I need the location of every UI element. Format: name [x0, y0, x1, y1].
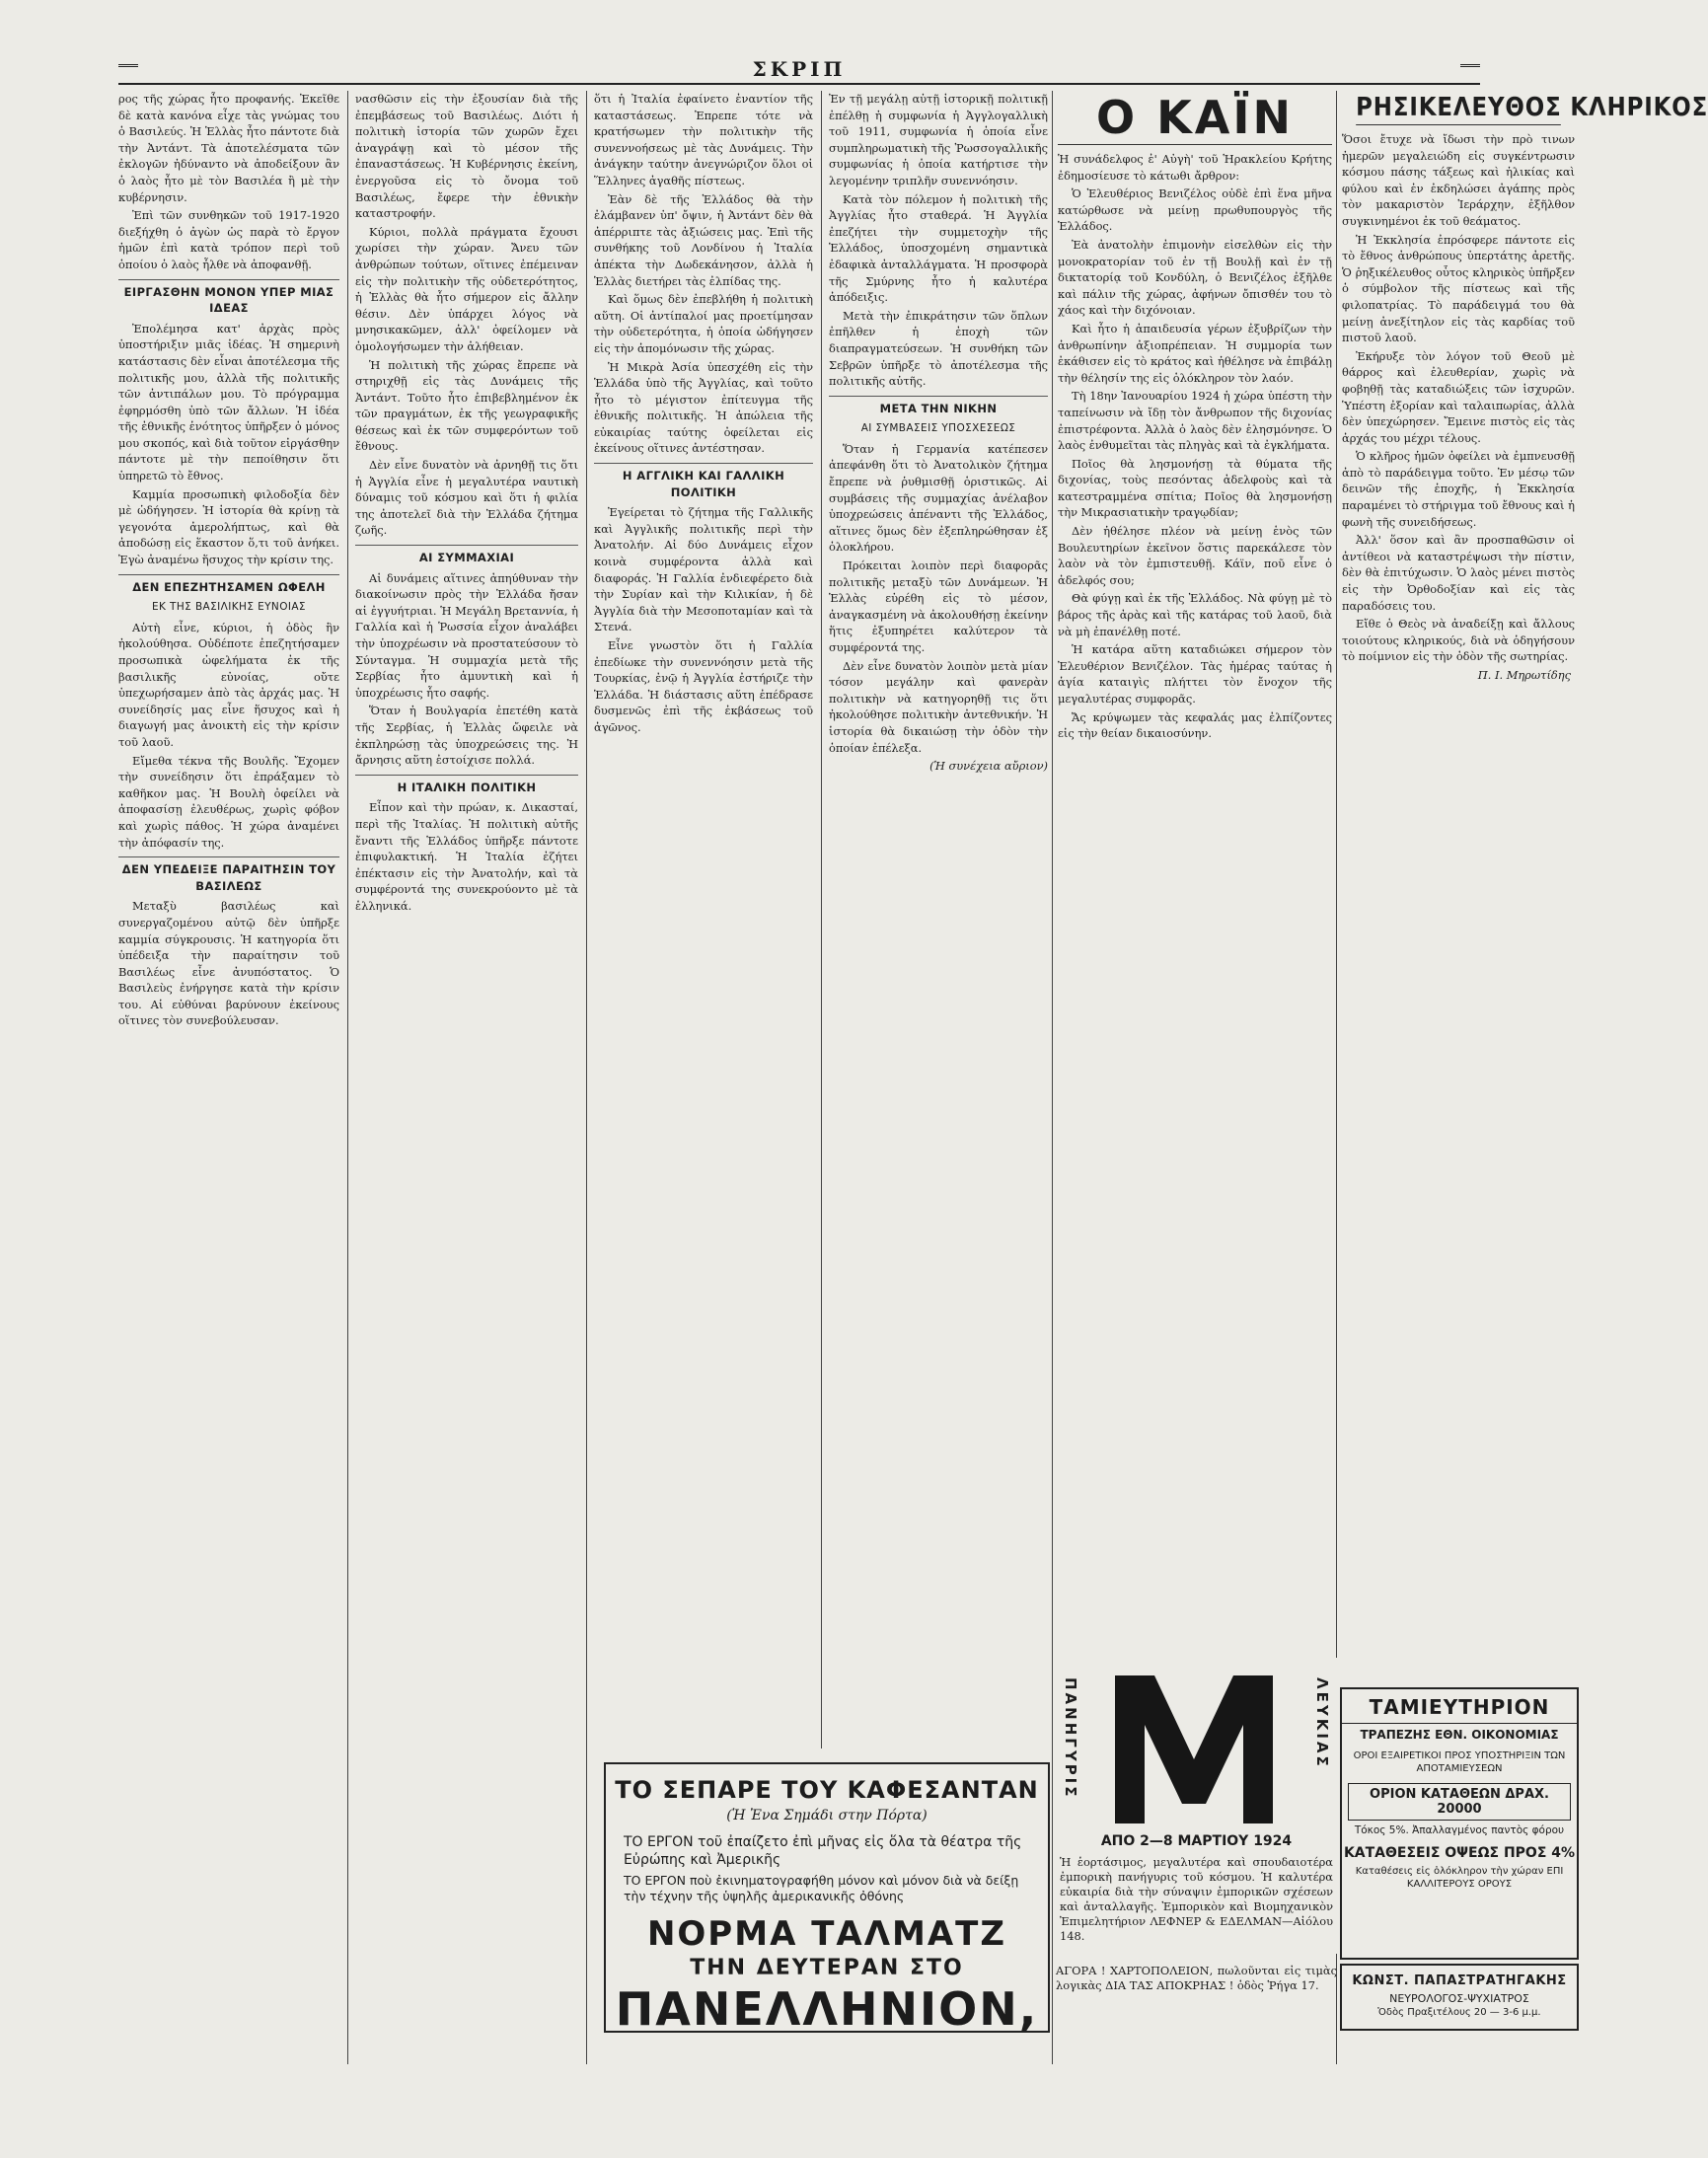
col6-paragraph-5: Ἀλλ' ὅσον καὶ ἂν προσπαθῶσιν οἱ ἀντίθεοι νὰ καταστρέψωσι τὴν πίστιν, δὲν θὰ ἐπιτύχωσιν. Ὁ λαὸς μένει πιστὸς εἰς τὴν Ὀρθοδοξίαν καὶ εἰς τὰς παραδόσεις του. [1342, 533, 1575, 613]
column-3 [594, 91, 813, 1749]
col2-paragraph-3: Ἡ πολιτικὴ τῆς χώρας ἔπρεπε νὰ στηριχθῇ εἰς τὰς Δυνάμεις τῆς Ἀντάντ. Τοῦτο ἦτο ἐπιβεβλημένον ἐκ τῶν πραγμάτων, ἐκ τῆς γεωγραφικῆς θέσεως καὶ ἐκ τῶν συμφερόντων τοῦ ἔθνους. [355, 357, 578, 454]
col6-paragraph-4: Ὁ κλῆρος ἡμῶν ὀφείλει νὰ ἐμπνευσθῇ ἀπὸ τὸ παράδειγμα τοῦτο. Ἐν μέσῳ τῶν δεινῶν τῆς ἐποχῆς, ἡ Ἐκκλησία παραμένει τὸ στήριγμα τοῦ ἔθνους καὶ ἡ φωνὴ τῆς συνειδήσεως. [1342, 449, 1575, 529]
column-divider [586, 91, 587, 2064]
col1-paragraph-1: ρος τῆς χώρας ἦτο προφανής. Ἐκεῖθε δὲ κατὰ κανόνα εἶχε τὰς γνώμας του ὁ Βασιλεύς. Ἡ Ἑλλὰς ἦτο πάντοτε διὰ τὴν Ἀντάντ. Τὰ ἀποτελέσματα τῶν ἐκλογῶν ἠδύναντο νὰ ἀποδείξουν ἂν ὁ λαὸς ἦτο μὲ τὸν Βασιλέα ἢ μὲ τὴν κυβέρνησιν. [118, 92, 339, 204]
col2-paragraph-2: Κύριοι, πολλὰ πράγματα ἔχουσι χωρίσει τὴν χώραν. Ἄνευ τῶν ἀνθρώπων τούτων, οἵτινες ἐπέμειναν εἰς τὴν πολιτικὴν τῆς οὐδετερότητος, ἡ Ἑλλὰς θὰ ἦτο σήμερον εἰς ἄλλην θέσιν. Δὲν ὑπάρχει λόγος νὰ μνησικακῶμεν, ἀλλ' ὀφείλομεν νὰ ὁμολογήσωμεν τὴν ἀλήθειαν. [355, 224, 578, 353]
advertisement-savings-bank [1340, 1687, 1579, 1960]
advertisement-doctor [1340, 1964, 1579, 2031]
col6-paragraph-2: Ἡ Ἐκκλησία ἐπρόσφερε πάντοτε εἰς τὸ ἔθνος ἀνθρώπους ὑπερτάτης ἀρετῆς. Ὁ ῥηξικέλευθος οὗτος κληρικὸς ὑπῆρξεν ὁ σύμβολον τῆς πίστεως καὶ τῆς φιλοπατρίας. Τὸ παράδειγμά του θὰ μείνῃ ἀνεξίτηλον εἰς τὰς καρδίας τοῦ πιστοῦ λαοῦ. [1342, 232, 1575, 345]
ad-fair-logo-m [1095, 1666, 1293, 1828]
ad-bank-limit: ΟΡΙΟΝ ΚΑΤΑΘΕΩΝ ΔΡΑΧ. 20000 [1348, 1783, 1571, 1821]
column-4 [829, 91, 1048, 1749]
col1-paragraph-6: Εἴμεθα τέκνα τῆς Βουλῆς. Ἔχομεν τὴν συνείδησιν ὅτι ἐπράξαμεν τὸ καθῆκον μας. Ἡ Βουλὴ ὀφείλει νὰ ἀποφασίσῃ ἐλευθέρως, χωρὶς φόβον καὶ χωρὶς πάθος. Ἡ χώρα ἀναμένει τὴν ἀπόφασίν της. [118, 753, 339, 850]
col6-paragraph-6: Εἴθε ὁ Θεὸς νὰ ἀναδείξῃ καὶ ἄλλους τοιούτους κληρικούς, διὰ νὰ ὁδηγήσουν τὸ ποίμνιον εἰς τὴν ὁδὸν τῆς σωτηρίας. [1342, 617, 1575, 664]
col3-paragraph-3: Καὶ ὅμως δὲν ἐπεβλήθη ἡ πολιτικὴ αὕτη. Οἱ ἀντίπαλοί μας προετίμησαν τὴν οὐδετερότητα, ἡ ὁποία ὡδήγησεν εἰς τὴν ἀπομόνωσιν τῆς χώρας. [594, 292, 813, 355]
ad-bank-subtitle: ΤΡΑΠΕΖΗΣ ΕΘΝ. ΟΙΚΟΝΟΜΙΑΣ [1360, 1728, 1559, 1742]
col1-heading-1: ΕΙΡΓΑΣΘΗΝ ΜΟΝΟΝ ΥΠΕΡ ΜΙΑΣ ΙΔΕΑΣ [118, 279, 339, 317]
col1-heading-2: ΔΕΝ ΕΠΕΖΗΤΗΣΑΜΕΝ ΩΦΕΛΗ [118, 574, 339, 596]
advertisement-cinema [604, 1762, 1050, 2036]
col2-paragraph-5: Αἱ δυνάμεις αἵτινες ἀπηύθυναν τὴν διακοίνωσιν πρὸς τὴν Ἑλλάδα ἤσαν αἱ ἐγγυήτριαι. Ἡ Μεγάλη Βρεταννία, ἡ Γαλλία καὶ ἡ Ῥωσσία εἶχον ἀναλάβει τὴν ὑποχρέωσιν νὰ προστατεύσουν τὸ Σύνταγμα. Ἡ συμμαχία μετὰ τῆς Σερβίας ἦτο ἀμυντικὴ καὶ ἡ ὑποχρέωσις ἦτο σαφής. [355, 570, 578, 700]
col4-heading-1: ΜΕΤΑ ΤΗΝ ΝΙΚΗΝ [829, 396, 1048, 417]
col5-paragraph-9: Ἡ κατάρα αὕτη καταδιώκει σήμερον τὸν Ἐλευθέριον Βενιζέλον. Τὰς ἡμέρας ταύτας ἡ ἁγία καταιγὶς πλήττει τὸν ἔνοχον τῆς μεγαλυτέρας συμφορᾶς. [1058, 642, 1332, 706]
col4-paragraph-2: Κατὰ τὸν πόλεμον ἡ πολιτικὴ τῆς Ἀγγλίας ἦτο σταθερά. Ἡ Ἀγγλία ἐπεζήτει τὴν συμμετοχὴν τῆς Ἑλλάδος, ὑποσχομένη σημαντικὰ ἐδαφικὰ ἀνταλλάγματα. Ἡ προσφορὰ τῆς Σμύρνης ἦτο ἡ καλυτέρα ἀπόδειξις. [829, 191, 1048, 305]
col3-paragraph-2: Ἐὰν δὲ τῆς Ἑλλάδος θὰ τὴν ἐλάμβανεν ὑπ' ὄψιν, ἡ Ἀντάντ δὲν θὰ ἀπέρριπτε τὰς ἀξιώσεις μας. Ἐπὶ τῆς συνθήκης τοῦ Λονδίνου ἡ Ἰταλία ἀπέκτα τὴν Δωδεκάνησον, ἀλλὰ ἡ Ἑλλὰς διετήρει τὰς ἐλπίδας της. [594, 191, 813, 288]
col4-paragraph-1: Ἐν τῇ μεγάλῃ αὐτῇ ἱστορικῇ πολιτικῇ ἐπέλθῃ ἡ συμφωνία ἡ Ἀγγλογαλλικὴ τοῦ 1911, συμφωνία ἡ ὁποία εἶνε συμπληρωματικὴ τῆς Ῥωσσογαλλικῆς συμφωνίας ἡ ὁποία κατήρτισε τὴν λεγομένην τριπλῆν συνεννόησιν. [829, 92, 1048, 187]
ad-cinema-star: ΝΟΡΜΑ ΤΑΛΜΑΤΖ [646, 1914, 1007, 1954]
col4-heading-1-sub: ΑΙ ΣΥΜΒΑΣΕΙΣ ΥΠΟΣΧΕΣΕΩΣ [860, 422, 1016, 435]
col5-paragraph-8: Θὰ φύγῃ καὶ ἐκ τῆς Ἑλλάδος. Νὰ φύγῃ μὲ τὸ βάρος τῆς ἀρὰς καὶ τῆς κατάρας τοῦ λαοῦ, διὰ νὰ μὴ ἐπανέλθῃ ποτέ. [1058, 591, 1332, 638]
ad-cinema-venue: ΠΑΝΕΛΛΗΝΙΟΝ, [615, 1982, 1039, 2036]
ad-bank-title: ΤΑΜΙΕΥΤΗΡΙΟΝ [1342, 1695, 1577, 1724]
col3-paragraph-1: ὅτι ἡ Ἰταλία ἐφαίνετο ἐναντίον τῆς καταστάσεως. Ἐπρεπε τότε νὰ κρατήσωμεν τὴν πολιτικὴν τῆς συνεννοήσεως μὲ τὰς Δυνάμεις. Τὴν ἀνάγκην ταύτην ἀνεγνώριζον ὅλοι οἱ Ἕλληνες ἀγαθῆς πίστεως. [594, 92, 813, 187]
col5-title: Ο ΚΑΪΝ [1058, 91, 1332, 145]
col4-paragraph-3: Μετὰ τὴν ἐπικράτησιν τῶν ὅπλων ἐπῆλθεν ἡ ἐποχὴ τῶν διαπραγματεύσεων. Ἡ συνθήκη τῶν Σεβρῶν ὑπῆρξε τὸ ἀποτέλεσμα τῆς πολιτικῆς αὐτῆς. [829, 308, 1048, 389]
ad-fair-left-word: ΠΑΝΗΓΥΡΙΣ [1062, 1677, 1079, 1800]
ad-bank-footer: Καταθέσεις εἰς ὁλόκληρον τὴν χώραν ΕΠΙ ΚΑΛΛΙΤΕΡΟΥΣ ΟΡΟΥΣ [1355, 1866, 1564, 1890]
masthead [118, 57, 1480, 79]
col6-paragraph-3: Ἐκήρυξε τὸν λόγον τοῦ Θεοῦ μὲ θάρρος καὶ ἐλευθερίαν, χωρὶς νὰ φοβηθῇ τὰς καταδιώξεις τῶν ἰσχυρῶν. Ὑπέστη ἐξορίαν καὶ ταλαιπωρίας, ἀλλὰ δὲν ὑπεχώρησεν. Ἔμεινε πιστὸς εἰς τὰς ἀρχάς του μέχρι τέλους. [1342, 348, 1575, 445]
col3-heading-1: Η ΑΓΓΛΙΚΗ ΚΑΙ ΓΑΛΛΙΚΗ ΠΟΛΙΤΙΚΗ [594, 463, 813, 500]
col2-paragraph-7: Εἶπον καὶ τὴν πρώαν, κ. Δικασταί, περὶ τῆς Ἰταλίας. Ἡ πολιτικὴ αὐτῆς ἔναντι τῆς Ἑλλάδος ὑπῆρξε πάντοτε ἐπιφυλακτική. Ἡ Ἰταλία ἐζήτει ἐπέκτασιν εἰς τὴν Ἀνατολήν, καὶ τὰ συμφέροντά της συνεκρούοντο μὲ τὰ ἑλληνικά. [355, 800, 578, 913]
column-1 [118, 91, 339, 2054]
ad-bank-interest: Τόκος 5%. Ἀπαλλαγμένος παντὸς φόρου [1354, 1824, 1565, 1836]
col5-paragraph-6: Ποῖος θὰ λησμονήσῃ τὰ θύματα τῆς διχονίας, τοὺς πεσόντας ἀδελφοὺς καὶ τὰ κατεστραμμένα σπίτια; Ποῖος θὰ λησμονήσῃ τὴν Μικρασιατικὴν τραγῳδίαν; [1058, 456, 1332, 520]
ad-fair-dates: ΑΠΟ 2—8 ΜΑΡΤΙΟΥ 1924 [1100, 1833, 1293, 1849]
column-2 [355, 91, 578, 2054]
col2-heading-2: Η ΙΤΑΛΙΚΗ ΠΟΛΙΤΙΚΗ [355, 775, 578, 796]
col6-paragraph-1: Ὅσοι ἔτυχε νὰ ἴδωσι τὴν πρὸ τινων ἡμερῶν μεγαλειώδη εἰς συγκέντρωσιν κόσμου πάσης τάξεως καὶ ἡλικίας καὶ φύλου καὶ ἐν ἐκδηλώσει ἀγάπης πρὸς τὸν μακαριστὸν Ἱεράρχην, ἐξῆλθον συγκινημένοι ἐκ τοῦ θεάματος. [1342, 132, 1575, 228]
col3-paragraph-6: Εἶνε γνωστὸν ὅτι ἡ Γαλλία ἐπεδίωκε τὴν συνεννόησιν μετὰ τῆς Τουρκίας, ἐνῷ ἡ Ἀγγλία ἐστήριζε τὴν Ἑλλάδα. Ἡ διάστασις αὕτη ἐπέδρασε δυσμενῶς ἐπὶ τῆς ἐκβάσεως τοῦ ἀγῶνος. [594, 638, 813, 734]
col5-paragraph-7: Δὲν ἠθέλησε πλέον νὰ μείνῃ ἑνὸς τῶν Βουλευτηρίων ἐκεῖνον ὅστις παρεκάλεσε τὸν λαὸν νὰ τὸν ἐμπιστευθῇ. Κάϊν, ποῦ εἶνε ὁ ἀδελφός σου; [1058, 524, 1332, 587]
col1-paragraph-4: Καμμία προσωπικὴ φιλοδοξία δὲν μὲ ὡδήγησεν. Ἡ ἱστορία θὰ κρίνῃ τὰ γεγονότα ἀμερολήπτως, καὶ θὰ ἀποδώσῃ εἰς ἕκαστον ὅ,τι τοῦ ἀνήκει. Ἐγὼ ἀναμένω ἥσυχος τὴν κρίσιν της. [118, 486, 339, 567]
col5-paragraph-5: Τὴ 18ην Ἰανουαρίου 1924 ἡ χώρα ὑπέστη τὴν ταπείνωσιν νὰ ἴδῃ τὸν ἄνθρωπον τῆς διχονίας ἐπιστρέφοντα. Ἀλλὰ ὁ λαὸς δὲν ἐλησμόνησε. Ὁ λαὸς ἐνθυμεῖται τὰς πληγὰς καὶ τὰ ἐγκλήματα. [1058, 389, 1332, 453]
column-divider [347, 91, 348, 2064]
column-divider [821, 91, 822, 1749]
col6-signature: Π. Ι. Μηρωτίδης [1477, 668, 1571, 682]
col3-paragraph-4: Ἡ Μικρὰ Ἀσία ὑπεσχέθη εἰς τὴν Ἑλλάδα ὑπὸ τῆς Ἀγγλίας, καὶ τοῦτο ἦτο τὸ μέγιστον ἐπίτευγμα τῆς ἐθνικῆς πολιτικῆς. Ἡ ἀπώλεια τῆς εὐκαιρίας ταύτης ὀφείλεται εἰς ἐκείνους οἵτινες ἀντέστησαν. [594, 359, 813, 456]
col4-paragraph-6: Δὲν εἶνε δυνατὸν λοιπὸν μετὰ μίαν τόσον μεγάλην καὶ φανερὰν πολιτικὴν νὰ κατηγορηθῇ τις ὅτι ἠκολούθησε πολιτικὴν ἀντεθνικήν. Ἡ ἱστορία θὰ δικαιώσῃ τὴν ὁδὸν τὴν ὁποίαν ἐπέλεξα. [829, 658, 1048, 755]
column-6 [1342, 91, 1708, 1670]
advertisement-fair [1056, 1658, 1337, 1954]
col3-paragraph-5: Ἐγείρεται τὸ ζήτημα τῆς Γαλλικῆς καὶ Ἀγγλικῆς πολιτικῆς περὶ τὴν Ἀνατολήν. Αἱ δύο Δυνάμεις εἶχον κοινὰ συμφέροντα ἀλλὰ καὶ διαφοράς. Ἡ Γαλλία ἐνδιεφέρετο διὰ τὴν Συρίαν καὶ τὴν Κιλικίαν, ἡ δὲ Ἀγγλία διὰ τὴν Μεσοποταμίαν καὶ τὰ Στενά. [594, 505, 813, 634]
col5-paragraph-3: Ἐὰ ἀνατολὴν ἐπιμονὴν εἰσελθὼν εἰς τὴν μονοκρατορίαν τοῦ ἐν τῇ Βουλῇ καὶ ἐν τῇ δικτατορίᾳ τοῦ Κονδύλη, ὁ Βενιζέλος ἐξῆλθε καὶ πάλιν τῆς χώρας, ἀφήνων ὄπισθέν του τὸ χάος καὶ τὴν διχόνοιαν. [1058, 237, 1332, 318]
col5-paragraph-4: Καὶ ἦτο ἡ ἀπαιδευσία γέρων ἐξυβρίζων τὴν ἀνθρωπίνην ἀξιοπρέπειαν. Ἡ συμμορία των ἐκάθισεν εἰς τὸ κράτος καὶ ἠθέλησε νὰ ἐπιβάλῃ τὴν θέλησίν της εἰς ὁλόκληρον τὸν λαόν. [1058, 321, 1332, 385]
masthead-ornament-right [1460, 64, 1480, 77]
ad-bank-terms: ΟΡΟΙ ΕΞΑΙΡΕΤΙΚΟΙ ΠΡΟΣ ΥΠΟΣΤΗΡΙΞΙΝ ΤΩΝ ΑΠΟΤΑΜΙΕΥΣΕΩΝ [1353, 1750, 1566, 1774]
col5-paragraph-10: Ἄς κρύψωμεν τὰς κεφαλάς μας ἐλπίζοντες εἰς τὴν θείαν δικαιοσύνην. [1058, 709, 1332, 741]
ad-fair-body: Ἡ ἑορτάσιμος, μεγαλυτέρα καὶ σπουδαιοτέρα ἐμπορικὴ πανήγυρις τοῦ κόσμου. Ἡ καλυτέρα εὐκαιρία διὰ τὴν σύναψιν ἐμπορικῶν σχέσεων καὶ ἀνταλλαγῆς. Ἐμπορικὸν καὶ Βιομηχανικὸν Ἐπιμελητήριον ΛΕΦΝΕΡ & ΕΔΕΛΜΑΝ—Αἰόλου 148. [1060, 1855, 1333, 1943]
ad-fair-right-word: ΛΕΥΚΙΑΣ [1313, 1677, 1331, 1769]
col1-paragraph-3: Ἐπολέμησα κατ' ἀρχὰς πρὸς ὑποστήριξιν μιᾶς ἰδέας. Ἡ σημερινὴ κατάστασις δὲν εἶναι ἀποτέλεσμα τῆς πολιτικῆς μου, ἀλλὰ τῆς πολιτικῆς τῶν ἀντιπάλων μου. Τὸ πρόγραμμα ἐφηρμόσθη ὑπὸ τῶν ἄλλων. Ἡ ἰδέα τῆς ἐθνικῆς ἑνότητος ὑπῆρξεν ὁ μόνος μου σκοπός, καὶ διὰ τοῦτον εἰργάσθην πάντοτε μὲ τὴν πεποίθησιν ὅτι ὑπηρετῶ τὸ ἔθνος. [118, 321, 339, 484]
col4-continuation-note: (Ἡ συνέχεια αὔριον) [929, 759, 1048, 774]
ad-bank-sight-deposits: ΚΑΤΑΘΕΣΕΙΣ ΟΨΕΩΣ ΠΡΟΣ 4% [1343, 1845, 1576, 1861]
col4-paragraph-5: Πρόκειται λοιπὸν περὶ διαφορᾶς πολιτικῆς μεταξὺ τῶν Δυνάμεων. Ἡ Ἑλλὰς εὑρέθη εἰς τὸ μέσον, ἀναγκασμένη νὰ ἀκολουθήσῃ ἐκείνην ἥτις ἐξυπηρέτει καλύτερον τὰ συμφέροντά της. [829, 558, 1048, 654]
ad-cinema-when: ΤΗΝ ΔΕΥΤΕΡΑΝ ΣΤΟ [690, 1956, 964, 1980]
col2-paragraph-4: Δὲν εἶνε δυνατὸν νὰ ἀρνηθῇ τις ὅτι ἡ Ἀγγλία εἶνε ἡ μεγαλυτέρα ναυτικὴ δύναμις τοῦ κόσμου καὶ ὅτι ἡ φιλία της ἀποτελεῖ διὰ τὴν Ἑλλάδα ζήτημα ζωῆς. [355, 458, 578, 538]
advertisement-stationery: ΑΓΟΡΑ ! ΧΑΡΤΟΠΟΛΕΙΟΝ, πωλοῦνται εἰς τιμὰς λογικὰς ΔΙΑ ΤΑΣ ΑΠΟΚΡΗΑΣ ! ὁδὸς Ῥήγα 17. [1056, 1964, 1337, 1992]
masthead-title: ΣΚΡΙΠ [752, 57, 847, 81]
masthead-rule [118, 83, 1480, 85]
col2-heading-1: ΑΙ ΣΥΜΜΑΧΙΑΙ [355, 545, 578, 566]
ad-cinema-text-2: ΤΟ ΕΡΓΟΝ ποὺ ἐκινηματογραφήθη μόνον καὶ μόνον διὰ νὰ δείξῃ τὴν τέχνην τῆς ὑψηλῆς ἀμερικανικῆς ὀθόνης [624, 1873, 1019, 1903]
column-5 [1058, 91, 1332, 1650]
ad-doctor-name: ΚΩΝΣΤ. ΠΑΠΑΣΤΡΑΤΗΓΑΚΗΣ [1352, 1973, 1567, 1988]
col1-paragraph-2: Ἐπὶ τῶν συνθηκῶν τοῦ 1917-1920 διεξήχθη ὁ ἀγὼν ὡς παρὰ τὸ ἔργον ἡμῶν ἐπὶ κατὰ τρόπον περὶ τοῦ ὁποίου ὁ λαὸς ἦλθε νὰ ἀποφανθῇ. [118, 208, 339, 271]
col4-paragraph-4: Ὅταν ἡ Γερμανία κατέπεσεν ἀπεφάνθη ὅτι τὸ Ἀνατολικὸν ζήτημα ἔπρεπε νὰ ῥυθμισθῇ ὁριστικῶς. Αἱ συμβάσεις τῆς συμμαχίας ἀνέλαβον ὑποχρεώσεις ἀπέναντι τῆς Ἑλλάδος, αἵτινες ὅμως δὲν ἐξεπληρώθησαν ἐξ ὁλοκλήρου. [829, 441, 1048, 555]
ad-doctor-address: Ὁδὸς Πραξιτέλους 20 — 3-6 μ.μ. [1377, 2007, 1541, 2018]
col2-paragraph-6: Ὅταν ἡ Βουλγαρία ἐπετέθη κατὰ τῆς Σερβίας, ἡ Ἑλλὰς ὤφειλε νὰ ἐκπληρώσῃ τὰς ὑποχρεώσεις της. Ἡ ἄρνησις αὕτη ἐστοίχισε πολλά. [355, 704, 578, 768]
col2-paragraph-1: νασθῶσιν εἰς τὴν ἐξουσίαν διὰ τῆς ἐπεμβάσεως τοῦ Βασιλέως. Διότι ἡ πολιτικὴ ἱστορία τῶν χωρῶν ἔχει ἀναγράψῃ καὶ τὸ μέσον τῆς ἐπαναστάσεως. Ἡ Κυβέρνησις ἐκείνη, ἐνεργοῦσα εἰς τὸ ὄνομα τοῦ Βασιλέως, ἔφερε τὴν ἐθνικὴν καταστροφήν. [355, 92, 578, 221]
col1-paragraph-7: Μεταξὺ βασιλέως καὶ συνεργαζομένου αὐτῷ δὲν ὑπῆρξε καμμία σύγκρουσις. Ἡ κατηγορία ὅτι ὑπέδειξα τὴν παραίτησιν τοῦ Βασιλέως εἶνε ἀνυπόστατος. Ὁ Βασιλεὺς ἐνήργησε κατὰ τὴν κρίσιν του. Αἱ εὐθύναι βαρύνουν ἐκείνους οἵτινες τὸν συνεβούλευσαν. [118, 899, 339, 1028]
column-divider [1052, 91, 1053, 2064]
ad-doctor-specialty: ΝΕΥΡΟΛΟΓΟΣ-ΨΥΧΙΑΤΡΟΣ [1389, 1992, 1529, 2005]
col6-title: ΡΗΣΙΚΕΛΕΥΘΟΣ ΚΛΗΡΙΚΟΣ [1356, 91, 1561, 125]
ad-cinema-text-1: ΤΟ ΕΡΓΟΝ τοῦ ἐπαίζετο ἐπὶ μῆνας εἰς ὅλα τὰ θέατρα τῆς Εὐρώπης καὶ Ἀμερικῆς [624, 1834, 1022, 1868]
col5-paragraph-2: Ὁ Ἐλευθέριος Βενιζέλος οὐδὲ ἐπὶ ἕνα μῆνα κατώρθωσε νὰ μείνῃ πρωθυπουργὸς τῆς Ἑλλάδος. [1058, 186, 1332, 234]
ad-cinema-title: ΤΟ ΣΕΠΑΡΕ ΤΟΥ ΚΑΦΕΣΑΝΤΑΝ [615, 1776, 1039, 1804]
col1-heading-2-sub: ΕΚ ΤΗΣ ΒΑΣΙΛΙΚΗΣ ΕΥΝΟΙΑΣ [152, 601, 306, 614]
ad-cinema-subtitle: (Ἡ Ἐνα Σημάδι στην Πόρτα) [726, 1808, 928, 1823]
col5-paragraph-1: Ἡ συνάδελφος ἐ' Αὐγὴ' τοῦ Ἡρακλείου Κρήτης ἐδημοσίευσε τὸ κάτωθι ἄρθρον: [1058, 152, 1332, 183]
col1-paragraph-5: Αὐτὴ εἶνε, κύριοι, ἡ ὁδὸς ἣν ἠκολούθησα. Οὐδέποτε ἐπεζητήσαμεν προσωπικὰ ὠφελήματα ἐκ τῆς βασιλικῆς εὐνοίας, οὔτε ὑπεχωρήσαμεν ἀπὸ τὰς ἀρχάς μας. Ἡ συνείδησίς μας εἶνε ἥσυχος καὶ ἡ διαγωγή μας ἀνοικτὴ εἰς τὴν κρίσιν τοῦ λαοῦ. [118, 620, 339, 749]
col1-heading-3: ΔΕΝ ΥΠΕΔΕΙΞΕ ΠΑΡΑΙΤΗΣΙΝ ΤΟΥ ΒΑΣΙΛΕΩΣ [118, 856, 339, 894]
